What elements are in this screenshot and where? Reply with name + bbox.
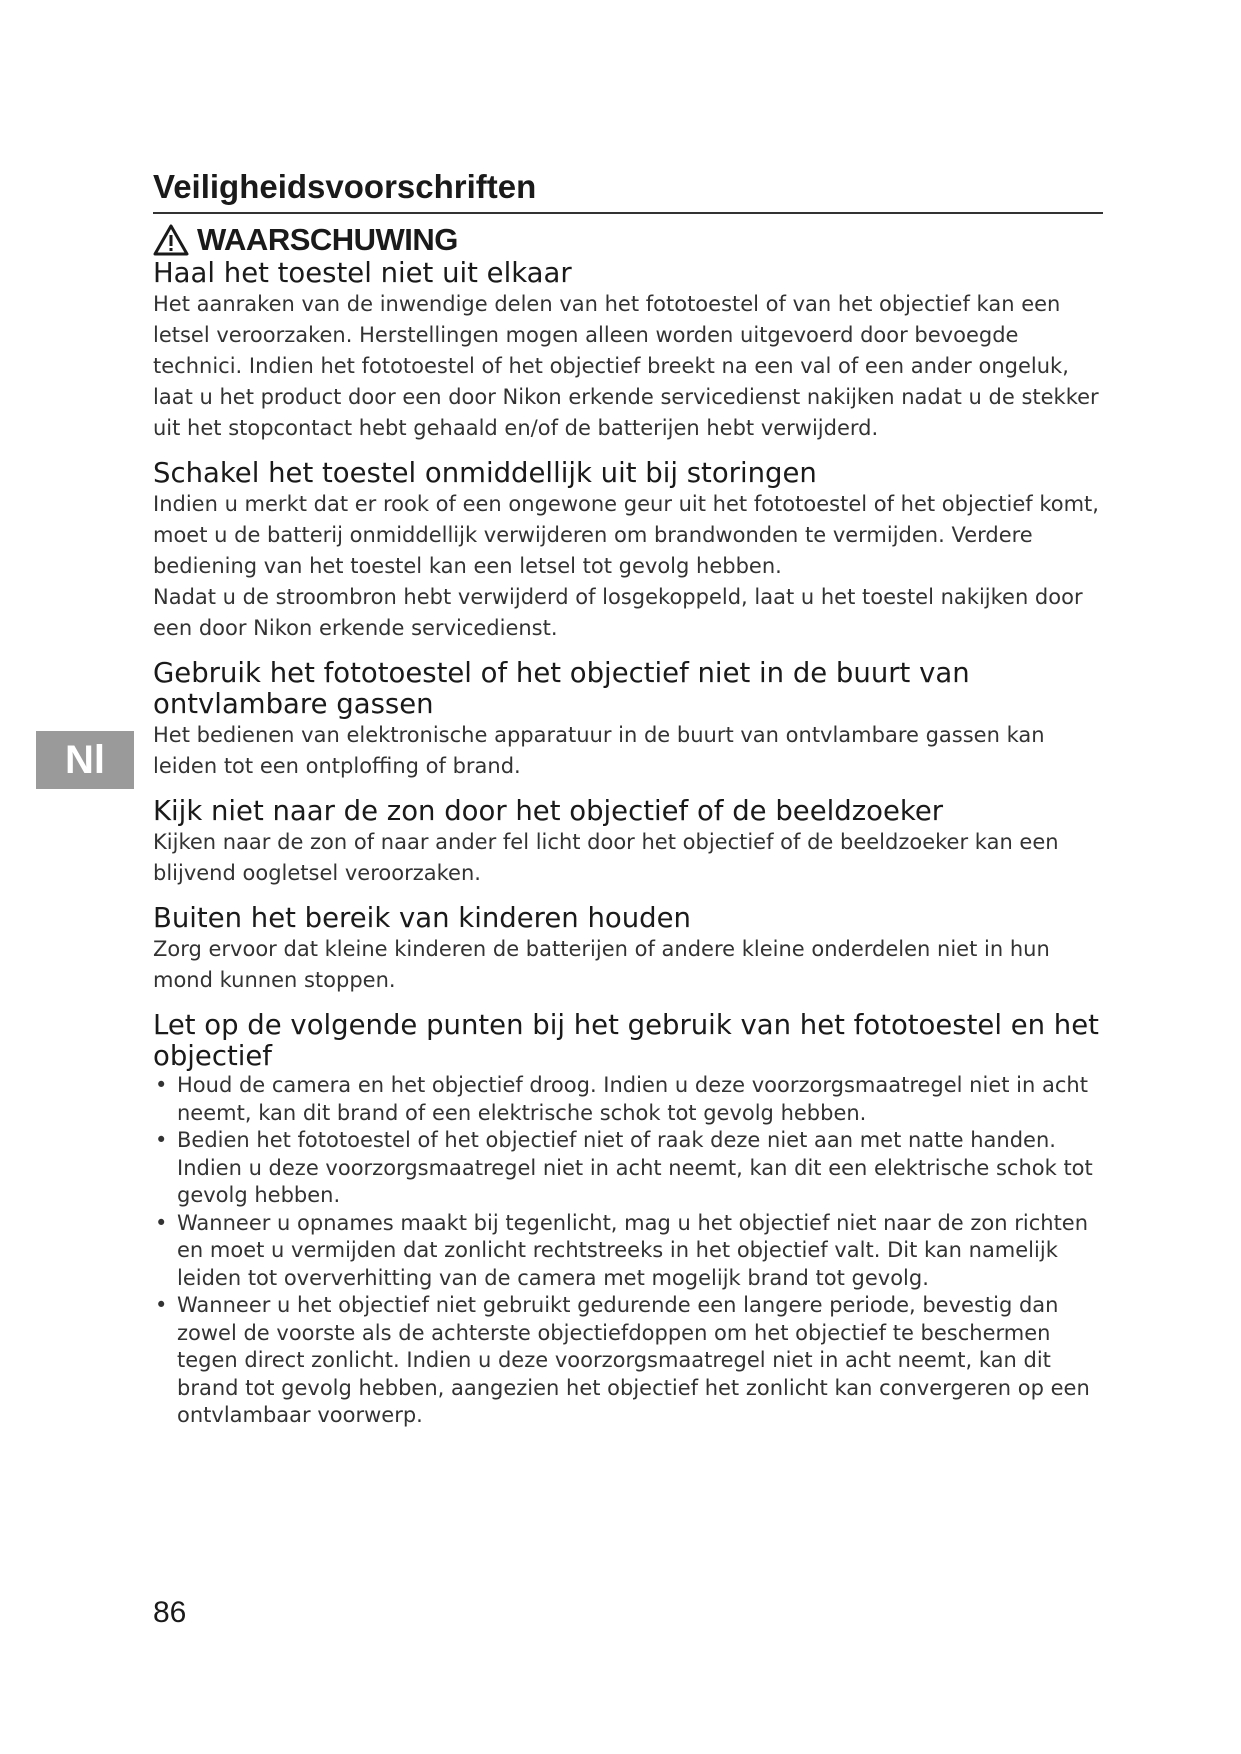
section-usage-points bbox=[153, 1010, 1103, 1430]
list-item-text: Wanneer u het objectief niet gebruikt gedurende een langere periode, bevestig dan zowel de voorste als de achterste objectiefdoppen om het objectief te beschermen tegen direct zonlicht. Indien u deze voorzorgsmaatregel niet in acht neemt, kan dit brand tot gevolg hebben, aangezien het objectief het zonlicht kan convergeren op een ontvlambaar voorwerp. bbox=[177, 1293, 1090, 1427]
bullet-icon: • bbox=[155, 1073, 168, 1097]
section-paragraph: Kijken naar de zon of naar ander fel licht door het objectief of de beeldzoeker kan een blijvend oogletsel veroorzaken. bbox=[153, 830, 1059, 885]
list-item-text: Wanneer u opnames maakt bij tegenlicht, mag u het objectief niet naar de zon richten en moet u vermijden dat zonlicht rechtstreeks in het objectief valt. Dit kan namelijk leiden tot oververhitting van de camera met mogelijk brand tot gevolg. bbox=[177, 1210, 1089, 1290]
warning-header bbox=[153, 222, 1103, 258]
section-heading: Buiten het bereik van kinderen houden bbox=[153, 902, 691, 934]
page-number: 86 bbox=[153, 1596, 187, 1629]
section-children bbox=[153, 903, 1103, 996]
section-paragraph: Het aanraken van de inwendige delen van het fototoestel of van het objectief kan een letsel veroorzaken. Herstellingen mogen alleen worden uitgevoerd door bevoegde technici. Indien het fototoestel of het objectief breekt na een val of een ander ongeluk, laat u het product door een door Nikon erkende servicedienst nakijken nadat u de stekker uit het stopcontact hebt gehaald en/of de batterijen hebt verwijderd. bbox=[153, 292, 1099, 440]
section-heading: Schakel het toestel onmiddellijk uit bij storingen bbox=[153, 457, 817, 489]
list-item bbox=[153, 1292, 1103, 1430]
bullet-icon: • bbox=[155, 1293, 168, 1317]
section-malfunction bbox=[153, 458, 1103, 644]
section-paragraph: Zorg ervoor dat kleine kinderen de batterijen of andere kleine onderdelen niet in hun mond kunnen stoppen. bbox=[153, 937, 1050, 992]
section-paragraph: Indien u merkt dat er rook of een ongewone geur uit het fototoestel of het objectief komt, moet u de batterij onmiddellijk verwijderen om brandwonden te vermijden. Verdere bediening van het toestel kan een letsel tot gevolg hebben. bbox=[153, 492, 1099, 578]
section-disassemble bbox=[153, 258, 1103, 444]
warning-label: WAARSCHUWING bbox=[197, 222, 458, 257]
section-heading: Gebruik het fototoestel of het objectief niet in de buurt van ontvlambare gassen bbox=[153, 657, 970, 720]
page-title: Veiligheidsvoorschriften bbox=[153, 168, 1103, 214]
warning-triangle-icon bbox=[153, 224, 189, 256]
bullet-list bbox=[153, 1072, 1103, 1430]
page-content bbox=[153, 168, 1103, 1430]
section-flammable-gas bbox=[153, 658, 1103, 782]
section-heading: Kijk niet naar de zon door het objectief of de beeldzoeker bbox=[153, 795, 944, 827]
language-tab: Nl bbox=[36, 731, 134, 789]
section-sun bbox=[153, 796, 1103, 889]
bullet-icon: • bbox=[155, 1210, 168, 1235]
section-paragraph: Nadat u de stroombron hebt verwijderd of losgekoppeld, laat u het toestel nakijken door een door Nikon erkende servicedienst. bbox=[153, 585, 1083, 640]
list-item-text: Bedien het fototoestel of het objectief niet of raak deze niet aan met natte handen. Indien u deze voorzorgsmaatregel niet in acht neemt, kan dit een elektrische schok tot gevolg hebben. bbox=[177, 1128, 1093, 1207]
section-heading: Haal het toestel niet uit elkaar bbox=[153, 257, 572, 289]
section-heading: Let op de volgende punten bij het gebruik van het fototoestel en het objectief bbox=[153, 1009, 1099, 1072]
list-item bbox=[153, 1210, 1103, 1293]
bullet-icon: • bbox=[155, 1128, 168, 1152]
section-paragraph: Het bedienen van elektronische apparatuur in de buurt van ontvlambare gassen kan leiden tot een ontploffing of brand. bbox=[153, 723, 1045, 778]
list-item bbox=[153, 1072, 1103, 1127]
list-item-text: Houd de camera en het objectief droog. Indien u deze voorzorgsmaatregel niet in acht neemt, kan dit brand of een elektrische schok tot gevolg hebben. bbox=[177, 1073, 1088, 1125]
list-item bbox=[153, 1127, 1103, 1210]
